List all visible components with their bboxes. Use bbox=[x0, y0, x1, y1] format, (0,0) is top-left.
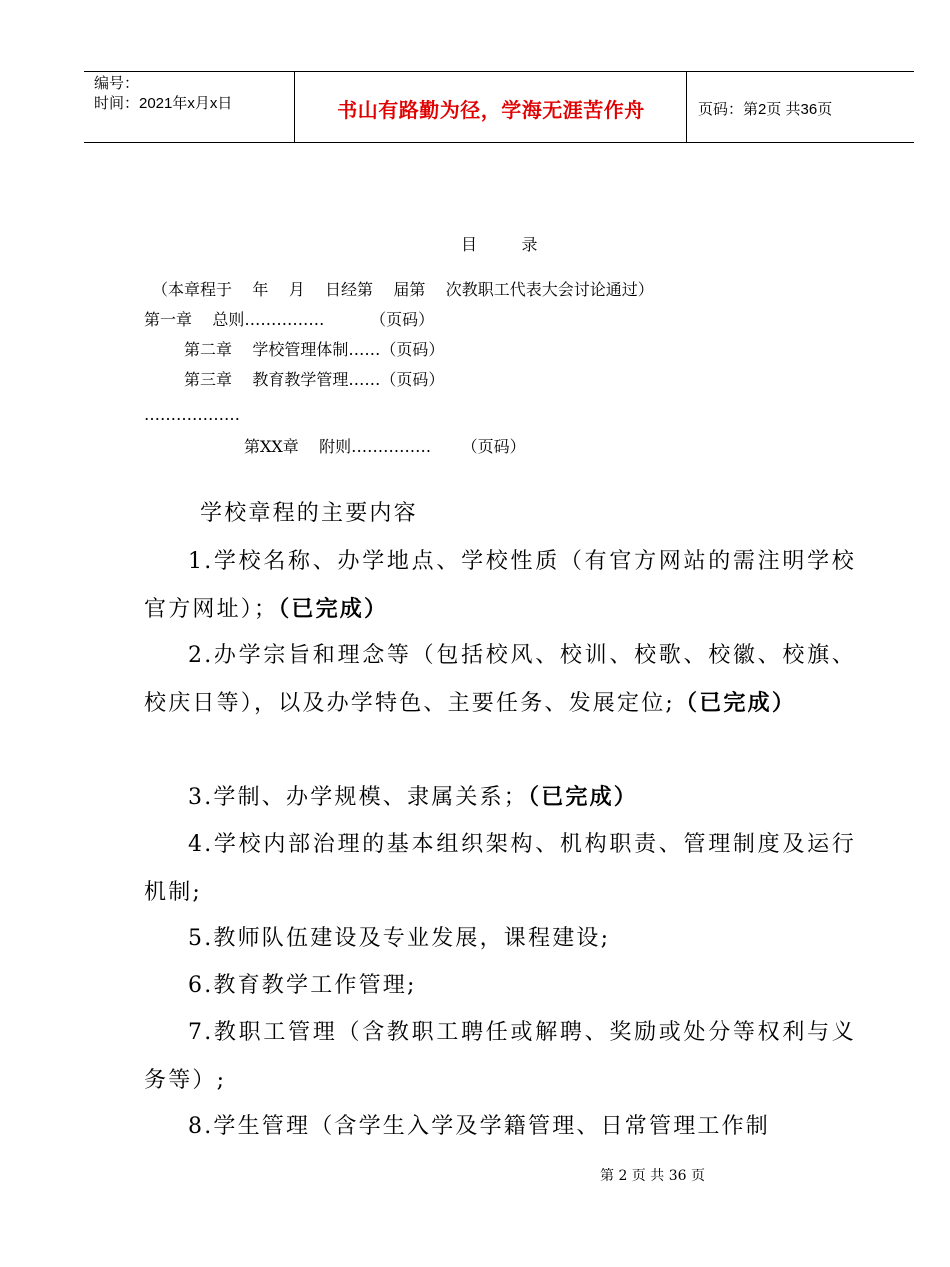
content-item-1 bbox=[144, 538, 856, 634]
header-motto: 书山有路勤为径，学海无涯苦作舟 bbox=[337, 98, 645, 122]
toc-chapter-3: 第三章 教育教学管理……（页码） bbox=[184, 370, 445, 389]
content-item-text: 8.学生管理（含学生入学及学籍管理、日常管理工作制 bbox=[188, 1114, 770, 1139]
header-time-label: 时间：2021年x月x日 bbox=[94, 95, 233, 112]
toc-appendix: 第XX章 附则…………… （页码） bbox=[244, 437, 526, 456]
content-item-3 bbox=[144, 774, 856, 822]
status-done-label: （已完成） bbox=[528, 785, 639, 810]
header-divider-left bbox=[294, 71, 295, 142]
content-item-text: 2.办学宗旨和理念等（包括校风、校训、校歌、校徽、校旗、校庆日等），以及办学特色、主要任务、发展定位; bbox=[144, 643, 856, 716]
header-page-label: 页码：第2页 共36页 bbox=[698, 101, 833, 118]
content-item-text: 5.教师队伍建设及专业发展，课程建设; bbox=[188, 926, 611, 951]
content-item-7 bbox=[144, 1009, 856, 1105]
toc-chapter-1: 第一章 总则…………… （页码） bbox=[144, 310, 435, 329]
content-item-6 bbox=[144, 962, 856, 1010]
content-item-2 bbox=[144, 632, 856, 728]
toc-title: 目 录 bbox=[461, 235, 540, 254]
content-item-5 bbox=[144, 915, 856, 963]
content-item-4 bbox=[144, 821, 856, 917]
header-number-label: 编号： bbox=[94, 75, 140, 92]
content-item-text: 6.教育教学工作管理; bbox=[188, 973, 417, 998]
status-done-label: （已完成） bbox=[278, 597, 389, 622]
toc-note: （本章程于 年 月 日经第 届第 次教职工代表大会讨论通过） bbox=[152, 280, 654, 299]
page-footer: 第 2 页 共 36 页 bbox=[600, 1168, 705, 1184]
content-item-text: 4.学校内部治理的基本组织架构、机构职责、管理制度及运行机制; bbox=[144, 832, 856, 905]
header-bottom-rule bbox=[84, 142, 914, 143]
header-meta bbox=[94, 74, 232, 114]
toc-chapter-2: 第二章 学校管理体制……（页码） bbox=[184, 340, 445, 359]
content-item-text: 7.教职工管理（含教职工聘任或解聘、奖励或处分等权利与义务等）; bbox=[144, 1020, 856, 1093]
toc-ellipsis: ……………… bbox=[144, 405, 240, 424]
content-heading: 学校章程的主要内容 bbox=[200, 501, 418, 526]
header-divider-right bbox=[686, 71, 687, 142]
content-item-text: 3.学制、办学规模、隶属关系； bbox=[188, 785, 528, 810]
header-top-rule bbox=[84, 71, 914, 72]
status-done-label: （已完成） bbox=[675, 691, 797, 716]
content-item-8 bbox=[144, 1103, 856, 1151]
content-item-text: 1.学校名称、办学地点、学校性质（有官方网站的需注明学校官方网址）； bbox=[144, 549, 856, 622]
